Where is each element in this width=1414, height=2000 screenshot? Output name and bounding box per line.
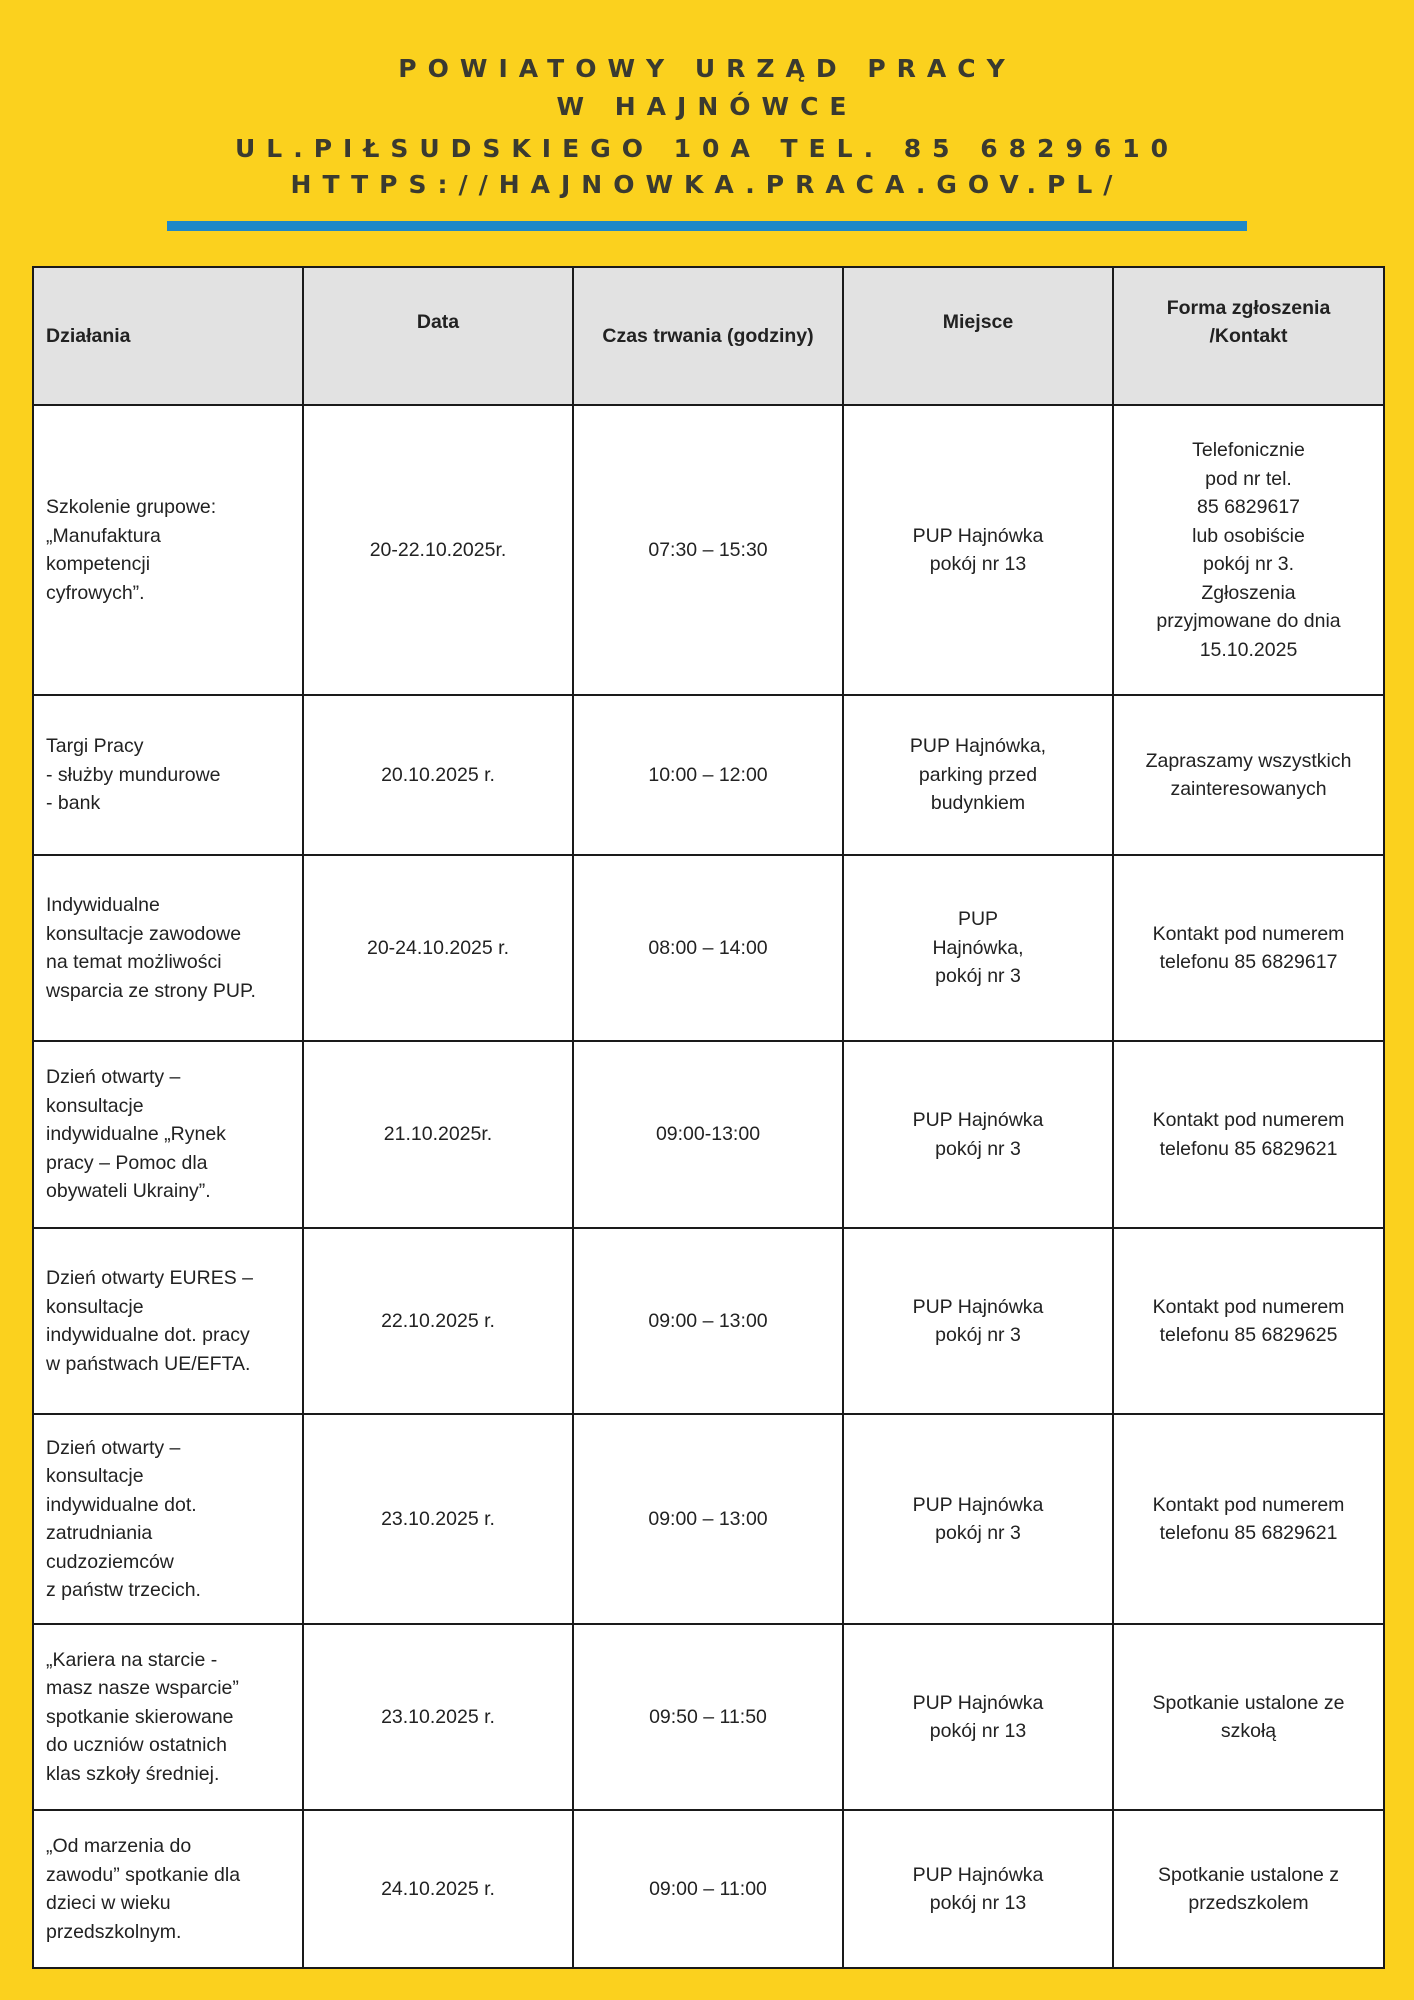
cell-contact-line: szkołą <box>1220 1720 1277 1742</box>
table-row <box>33 695 1384 855</box>
column-header-date: Data <box>303 267 573 405</box>
cell-contact <box>1113 695 1384 855</box>
column-header-duration: Czas trwania (godziny) <box>573 267 843 405</box>
cell-date: 23.10.2025 r. <box>303 1414 573 1624</box>
cell-activity-line: konsultacje zawodowe <box>46 922 242 945</box>
cell-activity <box>33 855 303 1041</box>
cell-contact-line: pod nr tel. <box>1205 467 1292 490</box>
cell-activity-line: z państw trzecich. <box>46 1579 201 1601</box>
column-header-place: Miejsce <box>843 267 1113 405</box>
cell-contact-line: Zapraszamy wszystkich <box>1145 749 1352 772</box>
cell-activity-line: na temat możliwości <box>46 951 222 973</box>
cell-contact-line: 85 6829617 <box>1196 496 1301 518</box>
cell-activity-line: - służby mundurowe <box>46 763 221 786</box>
cell-activity-line: indywidualne „Rynek <box>46 1123 226 1146</box>
cell-duration: 09:00-13:00 <box>573 1041 843 1228</box>
cell-place-line: pokój nr 3 <box>935 965 1021 988</box>
cell-place-line: PUP Hajnówka <box>912 1295 1044 1318</box>
cell-activity-line: masz nasze wsparcie” <box>46 1677 239 1700</box>
cell-contact-line: Kontakt pod numerem <box>1152 1109 1345 1131</box>
cell-place-line: PUP Hajnówka, <box>909 735 1047 758</box>
cell-activity-line: konsultacje <box>46 1094 144 1117</box>
cell-activity-line: „Manufaktura <box>46 524 161 547</box>
cell-place <box>843 695 1113 855</box>
cell-date: 20.10.2025 r. <box>303 695 573 855</box>
cell-activity-line: Dzień otwarty – <box>46 1066 181 1089</box>
cell-activity-line: indywidualne dot. <box>46 1493 197 1516</box>
cell-activity-line: „Od marzenia do <box>46 1835 192 1857</box>
cell-place-line: PUP <box>957 908 999 931</box>
cell-activity <box>33 1041 303 1228</box>
cell-activity-line: - bank <box>46 792 101 815</box>
cell-duration: 09:00 – 13:00 <box>573 1414 843 1624</box>
cell-contact-line: telefonu 85 6829621 <box>1159 1522 1338 1544</box>
cell-activity <box>33 695 303 855</box>
cell-place <box>843 1414 1113 1624</box>
table-row <box>33 1414 1384 1624</box>
cell-place-line: budynkiem <box>930 792 1026 815</box>
cell-date: 22.10.2025 r. <box>303 1228 573 1414</box>
cell-date: 20-24.10.2025 r. <box>303 855 573 1041</box>
cell-duration: 08:00 – 14:00 <box>573 855 843 1041</box>
cell-place-line: PUP Hajnówka <box>912 524 1044 547</box>
cell-contact-line: Spotkanie ustalone ze <box>1152 1691 1345 1714</box>
cell-place <box>843 1810 1113 1968</box>
cell-duration: 09:00 – 13:00 <box>573 1228 843 1414</box>
cell-contact-line: lub osobiście <box>1192 524 1305 547</box>
cell-activity-line: Indywidualne <box>46 894 160 916</box>
table-row <box>33 1810 1384 1968</box>
cell-activity-line: pracy – Pomoc dla <box>46 1151 208 1174</box>
cell-contact-line: telefonu 85 6829621 <box>1159 1137 1338 1160</box>
cell-place-line: PUP Hajnówka <box>912 1109 1044 1131</box>
header-website: HTTPS://HAJNOWKA.PRACA.GOV.PL/ <box>290 170 1124 199</box>
schedule-table <box>32 266 1385 1969</box>
cell-activity-line: cyfrowych”. <box>46 581 145 604</box>
cell-place-line: parking przed <box>918 763 1038 786</box>
cell-activity <box>33 1414 303 1624</box>
cell-activity-line: wsparcia ze strony PUP. <box>46 979 256 1002</box>
cell-contact-line: Zgłoszenia <box>1201 581 1296 604</box>
cell-place-line: pokój nr 13 <box>929 1720 1027 1742</box>
cell-contact <box>1113 1041 1384 1228</box>
cell-duration: 07:30 – 15:30 <box>573 405 843 695</box>
cell-date: 20-22.10.2025r. <box>303 405 573 695</box>
column-header-contact: Forma zgłoszenia /Kontakt <box>1113 267 1384 405</box>
cell-place-line: pokój nr 3 <box>935 1522 1021 1544</box>
cell-contact-line: pokój nr 3. <box>1202 553 1295 575</box>
accent-divider <box>167 221 1247 231</box>
cell-place-line: pokój nr 13 <box>929 1892 1027 1914</box>
cell-activity-line: zawodu” spotkanie dla <box>46 1863 241 1886</box>
cell-date: 24.10.2025 r. <box>303 1810 573 1968</box>
cell-activity-line: Szkolenie grupowe: <box>46 496 217 518</box>
cell-contact-line: zainteresowanych <box>1170 778 1327 800</box>
cell-place-line: pokój nr 13 <box>929 553 1027 575</box>
cell-place <box>843 1041 1113 1228</box>
table-row <box>33 1228 1384 1414</box>
cell-duration: 10:00 – 12:00 <box>573 695 843 855</box>
cell-activity-line: spotkanie skierowane <box>46 1705 234 1728</box>
cell-activity <box>33 1624 303 1810</box>
cell-place-line: pokój nr 3 <box>935 1137 1021 1160</box>
cell-activity-line: indywidualne dot. pracy <box>46 1324 250 1346</box>
header-address: UL.PIŁSUDSKIEGO 10A TEL. 85 6829610 <box>234 134 1180 163</box>
cell-activity <box>33 405 303 695</box>
table-row <box>33 1041 1384 1228</box>
cell-place-line: PUP Hajnówka <box>912 1863 1044 1886</box>
cell-duration: 09:00 – 11:00 <box>573 1810 843 1968</box>
table-row <box>33 1624 1384 1810</box>
cell-activity-line: kompetencji <box>46 553 151 575</box>
cell-place-line: Hajnówka, <box>932 936 1024 959</box>
cell-date: 23.10.2025 r. <box>303 1624 573 1810</box>
cell-activity-line: przedszkolnym. <box>46 1920 182 1943</box>
cell-contact-line: Kontakt pod numerem <box>1152 1493 1345 1516</box>
cell-contact-line: Spotkanie ustalone z <box>1157 1863 1340 1886</box>
cell-activity-line: „Kariera na starcie - <box>46 1648 218 1671</box>
cell-date: 21.10.2025r. <box>303 1041 573 1228</box>
cell-place <box>843 405 1113 695</box>
cell-contact <box>1113 1624 1384 1810</box>
cell-place <box>843 1624 1113 1810</box>
cell-place-line: PUP Hajnówka <box>912 1691 1044 1714</box>
cell-activity-line: obywateli Ukrainy”. <box>46 1180 211 1203</box>
cell-contact-line: telefonu 85 6829617 <box>1159 951 1338 973</box>
cell-contact <box>1113 1414 1384 1624</box>
cell-contact-line: 15.10.2025 <box>1199 638 1298 661</box>
cell-place <box>843 1228 1113 1414</box>
cell-activity-line: konsultacje <box>46 1465 144 1487</box>
table-header-row <box>33 267 1384 405</box>
cell-activity-line: konsultacje <box>46 1295 144 1318</box>
cell-contact-line: Kontakt pod numerem <box>1152 1295 1345 1318</box>
cell-contact <box>1113 855 1384 1041</box>
cell-contact-line: telefonu 85 6829625 <box>1159 1324 1338 1346</box>
cell-place <box>843 855 1113 1041</box>
cell-place-line: PUP Hajnówka <box>912 1493 1044 1516</box>
cell-contact-line: przedszkolem <box>1188 1892 1309 1914</box>
cell-activity-line: Dzień otwarty – <box>46 1436 181 1459</box>
cell-activity-line: do uczniów ostatnich <box>46 1734 228 1757</box>
cell-activity-line: cudzoziemców <box>46 1550 174 1573</box>
header-title-line-2: W HAJNÓWCE <box>556 92 858 121</box>
cell-contact-line: przyjmowane do dnia <box>1156 610 1341 632</box>
cell-contact <box>1113 1228 1384 1414</box>
cell-activity-line: Targi Pracy <box>46 735 144 758</box>
column-header-activity: Działania <box>33 267 303 405</box>
cell-place-line: pokój nr 3 <box>935 1324 1021 1346</box>
cell-activity <box>33 1228 303 1414</box>
table-row <box>33 405 1384 695</box>
cell-duration: 09:50 – 11:50 <box>573 1624 843 1810</box>
cell-contact <box>1113 405 1384 695</box>
header-title-line-1: POWIATOWY URZĄD PRACY <box>398 54 1016 83</box>
cell-contact-line: Telefonicznie <box>1192 439 1305 461</box>
cell-activity-line: w państwach UE/EFTA. <box>46 1352 251 1375</box>
table-row <box>33 855 1384 1041</box>
cell-activity-line: zatrudniania <box>46 1522 153 1544</box>
cell-activity-line: Dzień otwarty EURES – <box>46 1267 253 1289</box>
cell-contact-line: Kontakt pod numerem <box>1152 922 1345 945</box>
cell-activity-line: klas szkoły średniej. <box>46 1762 220 1785</box>
cell-contact <box>1113 1810 1384 1968</box>
cell-activity-line: dzieci w wieku <box>46 1892 171 1914</box>
cell-activity <box>33 1810 303 1968</box>
